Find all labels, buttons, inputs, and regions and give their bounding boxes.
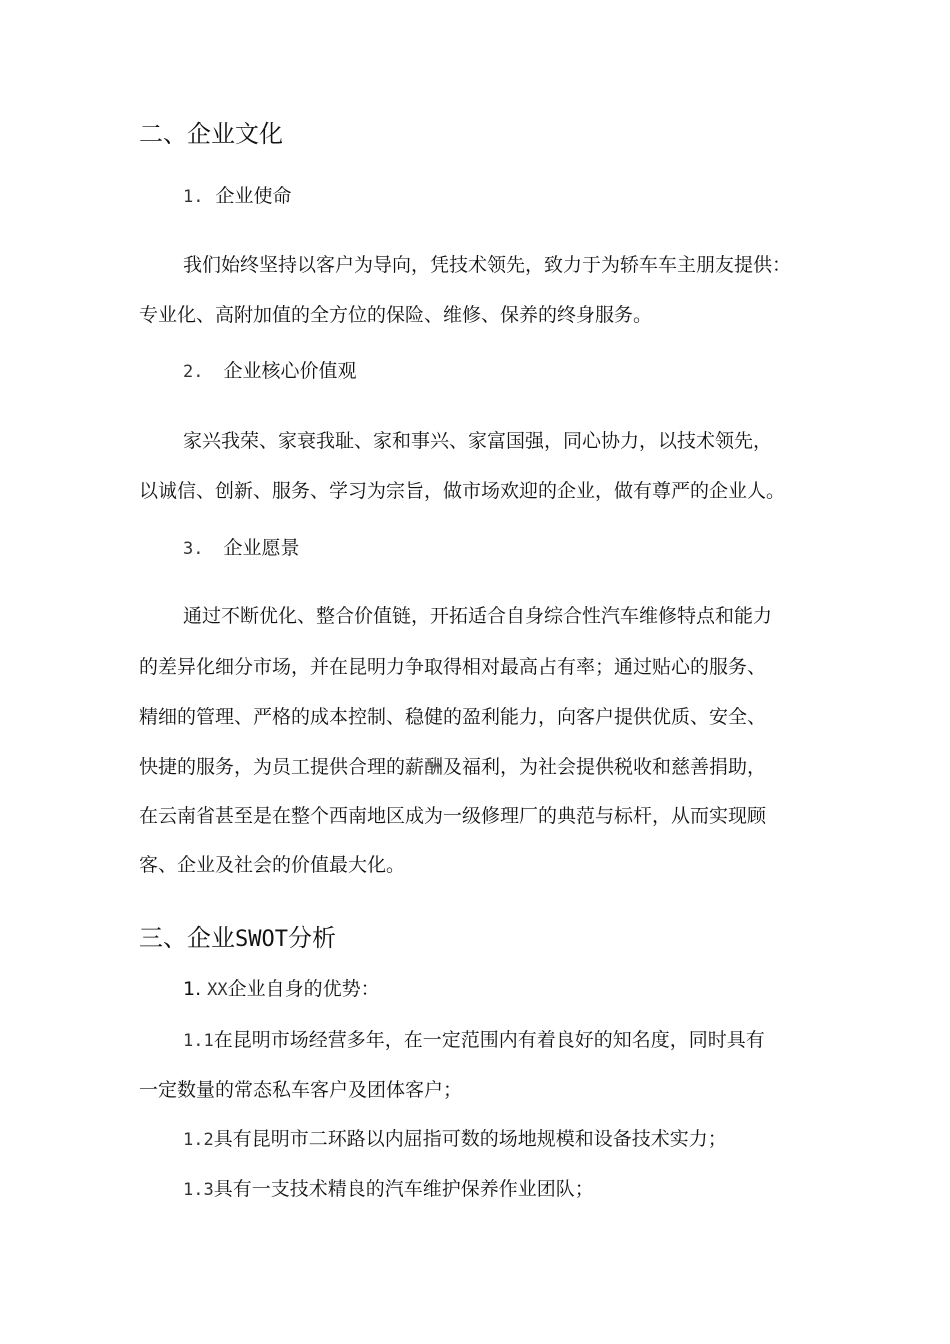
heading-code: SWOT — [235, 927, 288, 952]
paragraph-line: 在云南省甚至是在整个西南地区成为一级修理厂的典范与标杆，从而实现顾 — [139, 805, 767, 827]
paragraph-line: 的差异化细分市场，并在昆明力争取得相对最高占有率；通过贴心的服务、 — [139, 656, 767, 678]
subheading-number: 3. — [183, 539, 204, 559]
subheading-number: 2. — [183, 362, 204, 382]
point-text: 具有昆明市二环路以内屈指可数的场地规模和设备技术实力； — [213, 1128, 727, 1150]
point-text: 具有一支技术精良的汽车维护保养作业团队； — [213, 1178, 594, 1200]
list-item-point — [183, 1176, 903, 1203]
subheading-label: 企业愿景 — [223, 537, 300, 559]
subheading-number: 1. — [183, 978, 202, 1000]
paragraph-line: 我们始终坚持以客户为导向，凭技术领先，致力于为轿车车主朋友提供： — [183, 254, 792, 276]
list-item-point — [183, 1027, 903, 1054]
heading-prefix: 三、企业 — [139, 924, 235, 952]
paragraph-line: 一定数量的常态私车客户及团体客户； — [139, 1079, 463, 1101]
subheading-vision — [183, 535, 903, 562]
subheading-mission — [183, 183, 903, 210]
point-text: 在昆明市场经营多年，在一定范围内有着良好的知名度，同时具有 — [213, 1029, 765, 1051]
point-number: 1.3 — [183, 1180, 214, 1200]
paragraph-line: 精细的管理、严格的成本控制、稳健的盈利能力，向客户提供优质、安全、 — [139, 706, 767, 728]
subheading-label: 企业自身的优势： — [227, 978, 380, 1000]
section-heading-culture: 二、企业文化 — [139, 120, 283, 148]
paragraph-line: 通过不断优化、整合价值链，开拓适合自身综合性汽车维修特点和能力 — [183, 605, 773, 627]
subheading-core-values — [183, 358, 903, 385]
point-number: 1.2 — [183, 1130, 214, 1150]
paragraph-line: 客、企业及社会的价值最大化。 — [139, 854, 406, 876]
paragraph-line: 专业化、高附加值的全方位的保险、维修、保养的终身服务。 — [139, 304, 653, 326]
subheading-code: XX — [207, 980, 228, 1000]
paragraph-line: 快捷的服务，为员工提供合理的薪酬及福利，为社会提供税收和慈善捐助， — [139, 756, 767, 778]
heading-suffix: 分析 — [287, 924, 336, 952]
paragraph-line: 家兴我荣、家衰我耻、家和事兴、家富国强，同心协力，以技术领先， — [183, 430, 773, 452]
point-number: 1.1 — [183, 1031, 214, 1051]
subheading-label: 企业核心价值观 — [223, 360, 357, 382]
subheading-label: 企业使命 — [215, 185, 292, 207]
subheading-number: 1. — [183, 187, 204, 207]
list-item-point — [183, 1126, 903, 1153]
paragraph-line: 以诚信、创新、服务、学习为宗旨，做市场欢迎的企业，做有尊严的企业人。 — [139, 480, 786, 502]
subheading-strengths — [183, 976, 903, 1003]
section-heading-swot — [139, 922, 859, 956]
